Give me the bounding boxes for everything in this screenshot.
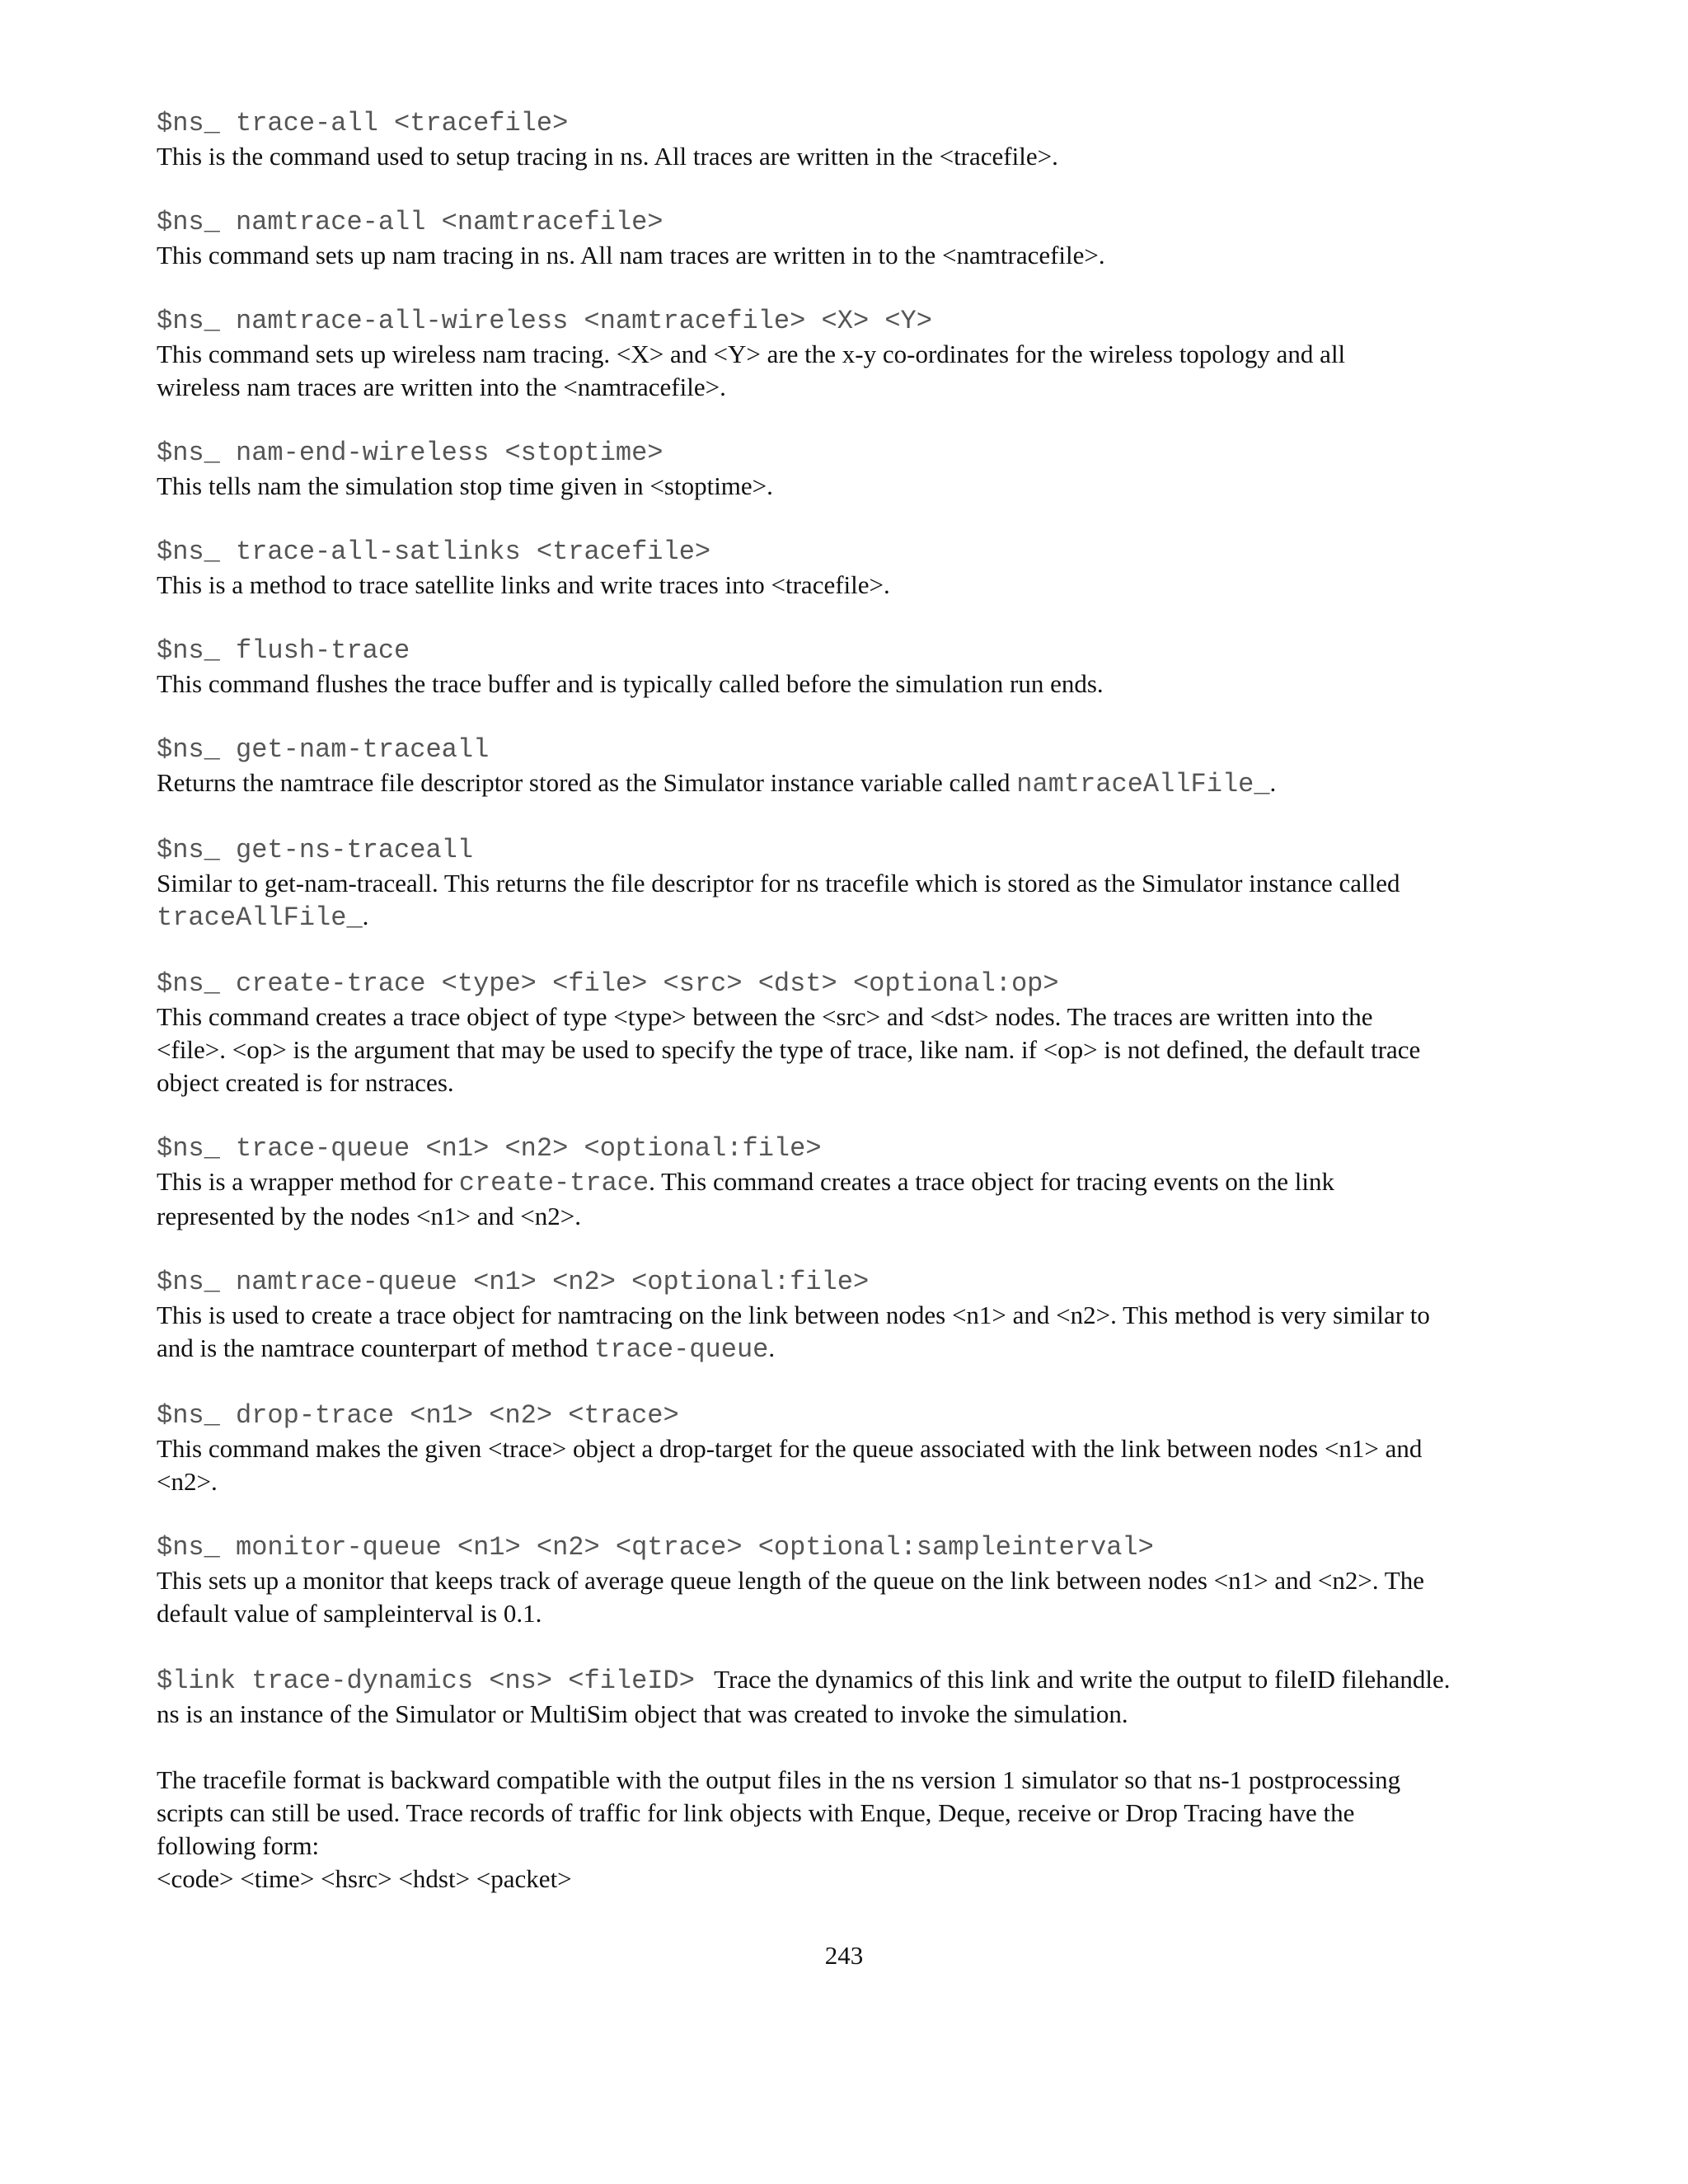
command-description (157, 1299, 1541, 1366)
entry-namtrace-all-wireless (157, 305, 1541, 404)
inline-code: create-trace (458, 1168, 649, 1198)
description-text: . (362, 902, 369, 930)
command-description: This tells nam the simulation stop time given in <stoptime>. (157, 471, 773, 500)
description-text: This is a wrapper method for (157, 1167, 459, 1196)
command-description (157, 867, 1541, 935)
description-text: . (1269, 768, 1277, 797)
command-signature: $ns_ namtrace-queue <n1> <n2> <optional:file> (157, 1267, 870, 1297)
entry-trace-queue (157, 1132, 1541, 1233)
command-signature: $ns_ get-nam-traceall (157, 734, 490, 765)
entry-flush-trace (157, 635, 1541, 701)
inline-code: trace-queue (594, 1334, 769, 1365)
description-text: . This command creates a trace object for tracing events on the link represented by the nodes <n1> and <n2>. (157, 1167, 1334, 1230)
command-description: This is a method to trace satellite links and write traces into <tracefile>. (157, 570, 890, 599)
command-description: This sets up a monitor that keeps track of average queue length of the queue on the link between nodes <n1> and <n2>. The default value of sampleinterval is 0.1. (157, 1566, 1424, 1628)
command-description: This is the command used to setup tracing in ns. All traces are written in the <tracefile>. (157, 142, 1058, 171)
command-signature: $ns_ nam-end-wireless <stoptime> (157, 438, 663, 468)
command-description: This command flushes the trace buffer and is typically called before the simulation run ends. (157, 669, 1104, 698)
trace-format-line: <code> <time> <hsrc> <hdst> <packet> (157, 1864, 572, 1893)
command-signature: $ns_ trace-all-satlinks <tracefile> (157, 537, 711, 567)
document-page (157, 107, 1541, 1929)
command-description (157, 766, 1541, 801)
command-signature: $ns_ drop-trace <n1> <n2> <trace> (157, 1400, 679, 1431)
command-description (157, 1165, 1541, 1233)
closing-section (157, 1764, 1541, 1896)
description-text: Returns the namtrace file descriptor stored as the Simulator instance variable called (157, 768, 1017, 797)
command-signature: $ns_ flush-trace (157, 635, 410, 666)
entry-get-nam-traceall (157, 733, 1541, 801)
entry-namtrace-queue (157, 1266, 1541, 1366)
closing-paragraph: The tracefile format is backward compatible with the output files in the ns version 1 simulator so that ns-1 postprocessing scripts can still be used. Trace records of traffic for link objects with Enque, Deque, receive or Drop Tracing have the following form: (157, 1765, 1401, 1860)
command-description: This command makes the given <trace> object a drop-target for the queue associated with the link between nodes <n1> and <n2>. (157, 1434, 1423, 1496)
entry-trace-all (157, 107, 1541, 173)
entry-namtrace-all (157, 206, 1541, 272)
description-text: . (768, 1333, 776, 1362)
entry-create-trace (157, 968, 1541, 1099)
entry-get-ns-traceall (157, 834, 1541, 935)
entry-trace-all-satlinks (157, 536, 1541, 602)
command-description: This command sets up wireless nam tracing. <X> and <Y> are the x-y co-ordinates for the wireless topology and all wireless nam traces are written into the <namtracefile>. (157, 340, 1346, 401)
command-signature: $link trace-dynamics <ns> <fileID> (157, 1666, 695, 1696)
page-number: 243 (824, 1941, 864, 1970)
command-description (157, 1663, 1541, 1698)
command-signature: $ns_ get-ns-traceall (157, 835, 474, 865)
description-text: ns is an instance of the Simulator or MultiSim object that was created to invoke the simulation. (157, 1699, 1128, 1728)
description-text: Trace the dynamics of this link and write the output to fileID filehandle. (714, 1665, 1451, 1694)
command-signature: $ns_ trace-all <tracefile> (157, 108, 569, 138)
entry-link-trace-dynamics (157, 1663, 1541, 1731)
command-signature: $ns_ namtrace-all-wireless <namtracefile> <X> <Y> (157, 306, 932, 336)
command-description: This command creates a trace object of type <type> between the <src> and <dst> nodes. The traces are written into the <file>. <op> is the argument that may be used to specify the type of trace, like nam. if <op> is not defined, the default trace object created is for nstraces. (157, 1002, 1421, 1097)
entry-drop-trace (157, 1399, 1541, 1498)
command-signature: $ns_ namtrace-all <namtracefile> (157, 207, 663, 237)
command-description: This command sets up nam tracing in ns. All nam traces are written in to the <namtracefile>. (157, 241, 1105, 269)
inline-code: namtraceAllFile_ (1016, 769, 1270, 799)
entry-monitor-queue (157, 1531, 1541, 1630)
inline-code: traceAllFile_ (157, 902, 363, 933)
description-text: This is used to create a trace object for namtracing on the link between nodes <n1> and <n2>. This method is very similar to and is the namtrace counterpart of method (157, 1301, 1430, 1362)
description-text: Similar to get-nam-traceall. This returns the file descriptor for ns tracefile which is stored as the Simulator instance called (157, 869, 1400, 898)
command-signature: $ns_ monitor-queue <n1> <n2> <qtrace> <optional:sampleinterval> (157, 1532, 1154, 1563)
command-signature: $ns_ trace-queue <n1> <n2> <optional:file> (157, 1133, 822, 1164)
entry-nam-end-wireless (157, 437, 1541, 503)
command-signature: $ns_ create-trace <type> <file> <src> <dst> <optional:op> (157, 968, 1059, 999)
